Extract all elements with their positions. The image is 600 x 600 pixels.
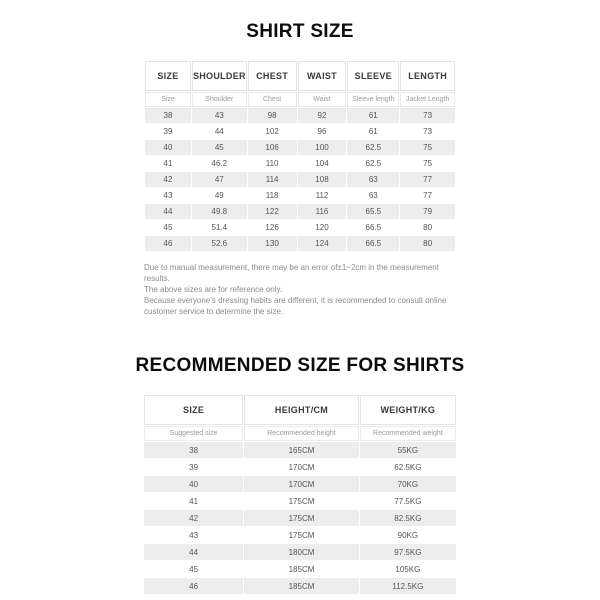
table-cell: 175CM: [244, 527, 358, 543]
column-header: SHOULDER: [192, 61, 247, 91]
table-cell: 170CM: [244, 476, 358, 492]
table-cell: 38: [145, 108, 191, 123]
table-cell: 41: [144, 493, 243, 509]
table-cell: 42: [144, 510, 243, 526]
table-cell: 97.5KG: [360, 544, 456, 560]
table-cell: 40: [144, 476, 243, 492]
column-header: HEIGHT/CM: [244, 395, 358, 425]
table-cell: 44: [144, 544, 243, 560]
table-cell: 114: [248, 172, 297, 187]
table-row: [145, 220, 455, 235]
column-subheader: Chest: [248, 92, 297, 107]
table-row: [145, 140, 455, 155]
table-cell: 79: [400, 204, 455, 219]
table-cell: 70KG: [360, 476, 456, 492]
table-cell: 77.5KG: [360, 493, 456, 509]
table-cell: 66.5: [347, 220, 399, 235]
recommended-table-body: [144, 442, 456, 594]
table-cell: 185CM: [244, 578, 358, 594]
table-cell: 43: [144, 527, 243, 543]
table-cell: 82.5KG: [360, 510, 456, 526]
column-header: SIZE: [144, 395, 243, 425]
table-cell: 102: [248, 124, 297, 139]
column-header: SLEEVE: [347, 61, 399, 91]
table-cell: 185CM: [244, 561, 358, 577]
shirt-size-subheader-row: [145, 92, 455, 107]
table-cell: 126: [248, 220, 297, 235]
table-row: [145, 108, 455, 123]
column-header: LENGTH: [400, 61, 455, 91]
table-cell: 40: [145, 140, 191, 155]
table-cell: 73: [400, 108, 455, 123]
table-row: [144, 510, 456, 526]
recommended-table-head: [144, 395, 456, 441]
table-cell: 122: [248, 204, 297, 219]
table-cell: 42: [145, 172, 191, 187]
table-row: [144, 459, 456, 475]
table-cell: 106: [248, 140, 297, 155]
table-row: [145, 156, 455, 171]
column-header: CHEST: [248, 61, 297, 91]
recommended-header-row: [144, 395, 456, 425]
table-cell: 45: [192, 140, 247, 155]
table-row: [144, 527, 456, 543]
table-cell: 73: [400, 124, 455, 139]
table-row: [145, 188, 455, 203]
table-cell: 39: [144, 459, 243, 475]
table-cell: 75: [400, 140, 455, 155]
table-cell: 92: [298, 108, 347, 123]
table-cell: 66.5: [347, 236, 399, 251]
table-cell: 41: [145, 156, 191, 171]
table-cell: 112.5KG: [360, 578, 456, 594]
table-cell: 43: [145, 188, 191, 203]
note-line: Because everyone's dressing habits are different, it is recommended to consult online customer service to determine the size.: [144, 296, 447, 316]
table-row: [144, 561, 456, 577]
recommended-size-title: RECOMMENDED SIZE FOR SHIRTS: [135, 355, 465, 376]
table-cell: 120: [298, 220, 347, 235]
table-cell: 170CM: [244, 459, 358, 475]
table-row: [145, 172, 455, 187]
table-cell: 44: [192, 124, 247, 139]
table-cell: 130: [248, 236, 297, 251]
column-header: SIZE: [145, 61, 191, 91]
table-cell: 98: [248, 108, 297, 123]
table-cell: 49.8: [192, 204, 247, 219]
table-row: [144, 544, 456, 560]
note-line: Due to manual measurement, there may be an error of±1~2cm in the measurement results.: [144, 263, 439, 283]
column-subheader: Size: [145, 92, 191, 107]
table-cell: 45: [144, 561, 243, 577]
table-cell: 105KG: [360, 561, 456, 577]
table-cell: 80: [400, 220, 455, 235]
table-cell: 51.4: [192, 220, 247, 235]
table-cell: 47: [192, 172, 247, 187]
table-cell: 77: [400, 188, 455, 203]
table-cell: 77: [400, 172, 455, 187]
table-row: [144, 493, 456, 509]
table-cell: 104: [298, 156, 347, 171]
table-cell: 52.6: [192, 236, 247, 251]
table-row: [145, 204, 455, 219]
column-subheader: Waist: [298, 92, 347, 107]
shirt-size-table: [144, 60, 456, 252]
column-subheader: Recommended height: [244, 426, 358, 441]
table-cell: 62.5KG: [360, 459, 456, 475]
table-cell: 110: [248, 156, 297, 171]
table-row: [145, 236, 455, 251]
table-cell: 63: [347, 188, 399, 203]
table-cell: 65.5: [347, 204, 399, 219]
table-cell: 108: [298, 172, 347, 187]
column-subheader: Suggested size: [144, 426, 243, 441]
shirt-size-title: SHIRT SIZE: [246, 21, 354, 42]
table-cell: 96: [298, 124, 347, 139]
table-cell: 118: [248, 188, 297, 203]
table-cell: 61: [347, 108, 399, 123]
table-row: [144, 476, 456, 492]
table-cell: 45: [145, 220, 191, 235]
table-cell: 43: [192, 108, 247, 123]
table-cell: 55KG: [360, 442, 456, 458]
table-cell: 46: [145, 236, 191, 251]
column-subheader: Sleeve length: [347, 92, 399, 107]
recommended-subheader-row: [144, 426, 456, 441]
table-row: [145, 124, 455, 139]
table-cell: 39: [145, 124, 191, 139]
table-cell: 175CM: [244, 510, 358, 526]
column-header: WEIGHT/KG: [360, 395, 456, 425]
measurement-notes: [144, 262, 456, 317]
table-cell: 44: [145, 204, 191, 219]
table-cell: 80: [400, 236, 455, 251]
table-cell: 46.2: [192, 156, 247, 171]
table-cell: 112: [298, 188, 347, 203]
table-cell: 62.5: [347, 156, 399, 171]
table-cell: 90KG: [360, 527, 456, 543]
table-row: [144, 578, 456, 594]
table-cell: 63: [347, 172, 399, 187]
column-subheader: Recommended weight: [360, 426, 456, 441]
note-line: The above sizes are for reference only.: [144, 285, 283, 294]
table-row: [144, 442, 456, 458]
shirt-size-header-row: [145, 61, 455, 91]
shirt-size-table-body: [145, 108, 455, 251]
column-subheader: Shoulder: [192, 92, 247, 107]
recommended-size-table: [143, 394, 457, 595]
table-cell: 38: [144, 442, 243, 458]
table-cell: 124: [298, 236, 347, 251]
table-cell: 75: [400, 156, 455, 171]
shirt-size-table-head: [145, 61, 455, 107]
table-cell: 180CM: [244, 544, 358, 560]
table-cell: 49: [192, 188, 247, 203]
table-cell: 61: [347, 124, 399, 139]
column-header: WAIST: [298, 61, 347, 91]
column-subheader: Jacket Length: [400, 92, 455, 107]
table-cell: 46: [144, 578, 243, 594]
table-cell: 62.5: [347, 140, 399, 155]
table-cell: 116: [298, 204, 347, 219]
table-cell: 100: [298, 140, 347, 155]
table-cell: 175CM: [244, 493, 358, 509]
table-cell: 165CM: [244, 442, 358, 458]
